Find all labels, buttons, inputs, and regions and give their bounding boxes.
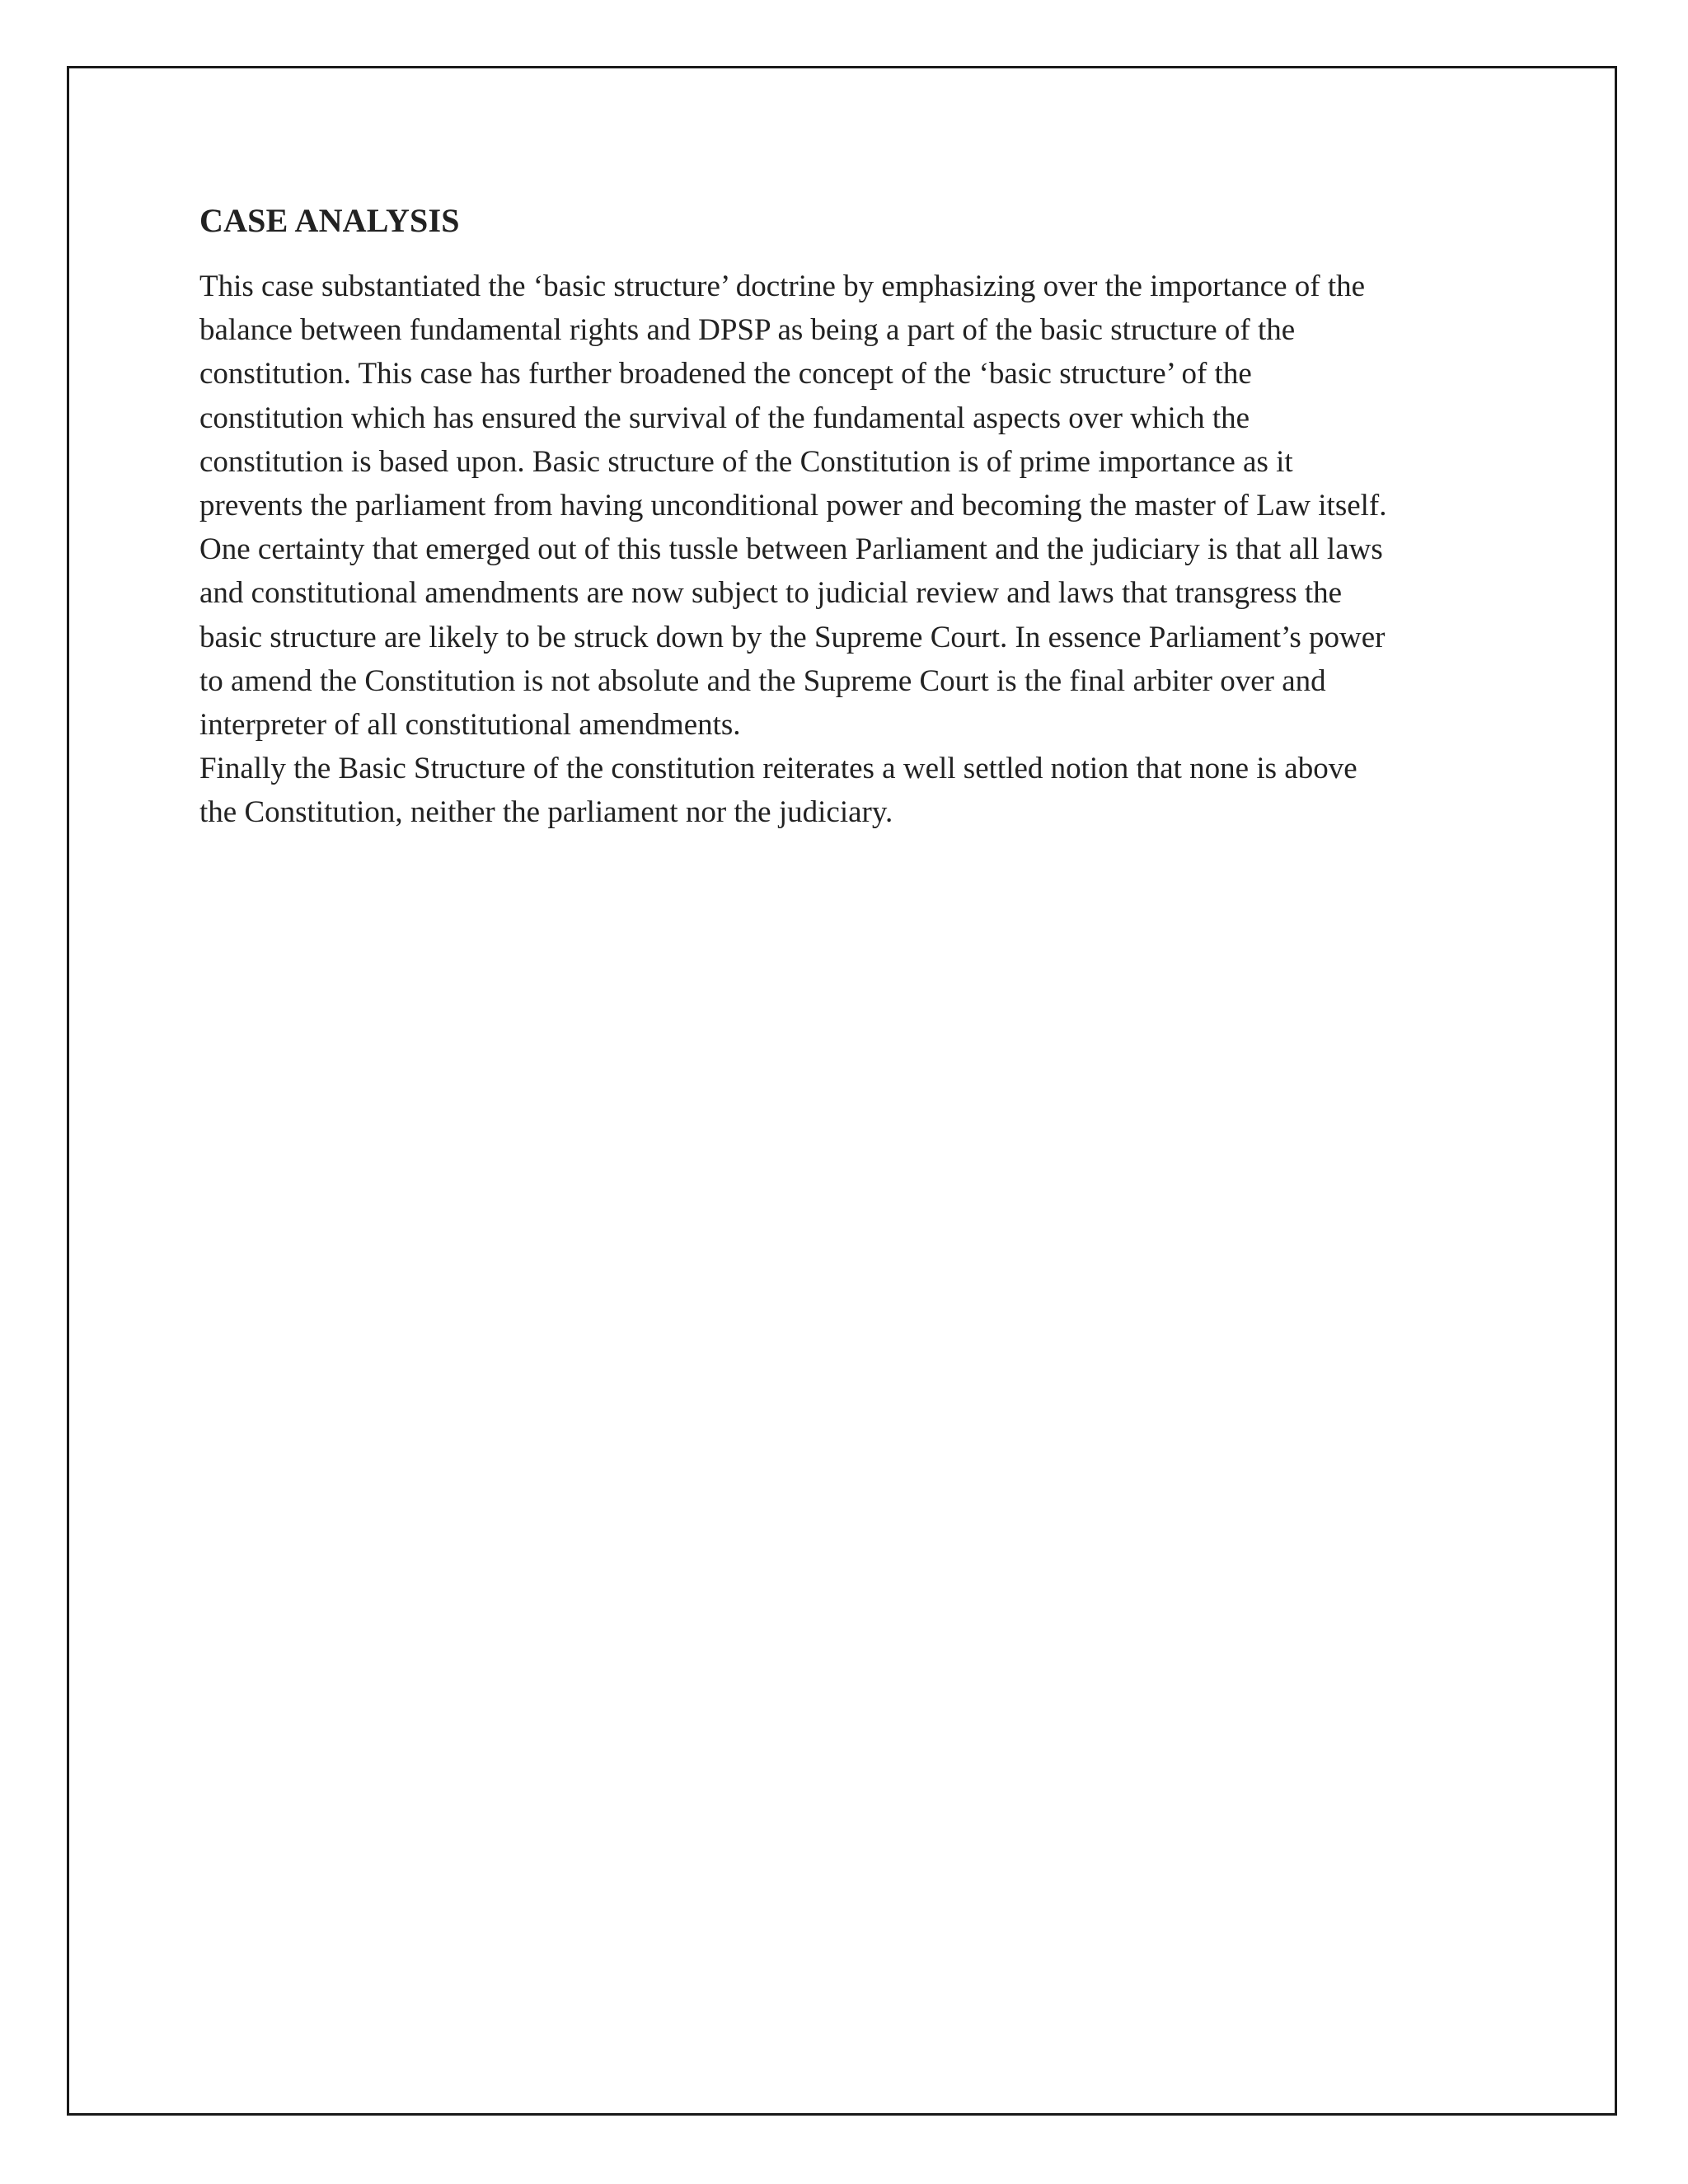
text-line: and constitutional amendments are now subject to judicial review and laws that transgress the [199, 576, 1343, 611]
text-line: prevents the parliament from having unconditional power and becoming the master of Law itself. [199, 489, 1387, 523]
text-line: balance between fundamental rights and DPSP as being a part of the basic structure of the [199, 313, 1296, 348]
text-line: the Constitution, neither the parliament nor the judiciary. [199, 795, 893, 830]
text-line: to amend the Constitution is not absolute and the Supreme Court is the final arbiter over and [199, 663, 1326, 698]
text-line: basic structure are likely to be struck down by the Supreme Court. In essence Parliament’s power [199, 620, 1386, 654]
document-body [199, 196, 1543, 835]
text-line: This case substantiated the ‘basic structure’ doctrine by emphasizing over the importance of the [199, 269, 1366, 303]
paragraph-analysis [199, 265, 1543, 747]
paragraph-conclusion [199, 747, 1543, 834]
text-line: constitution is based upon. Basic structure of the Constitution is of prime importance as it [199, 444, 1293, 479]
text-line: Finally the Basic Structure of the constitution reiterates a well settled notion that none is above [199, 752, 1357, 786]
text-line: constitution which has ensured the survival of the fundamental aspects over which the [199, 401, 1250, 435]
section-heading: CASE ANALYSIS [199, 202, 460, 239]
text-line: One certainty that emerged out of this tussle between Parliament and the judiciary is that all laws [199, 532, 1383, 567]
text-line: constitution. This case has further broadened the concept of the ‘basic structure’ of the [199, 357, 1252, 391]
text-line: interpreter of all constitutional amendments. [199, 708, 741, 743]
